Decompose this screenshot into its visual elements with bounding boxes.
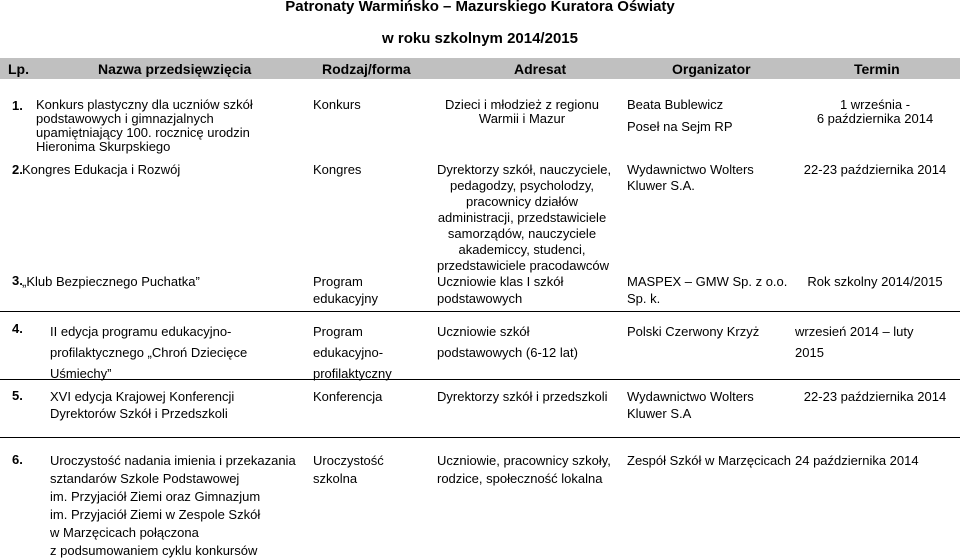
event-date-line: 1 września - xyxy=(839,97,911,112)
row-separator xyxy=(0,311,960,312)
event-name-line: Dyrektorów Szkół i Przedszkoli xyxy=(50,406,228,421)
event-audience-line: Uczniowie klas I szkół xyxy=(437,274,564,289)
event-audience xyxy=(437,273,563,307)
event-type-line: edukacyjny xyxy=(313,291,379,306)
event-name xyxy=(36,98,253,154)
event-date xyxy=(790,388,960,405)
row-number: 6. xyxy=(12,452,23,467)
event-name xyxy=(50,452,296,560)
event-name-line: z podsumowaniem cyklu konkursów xyxy=(50,543,258,558)
event-organizer-line: Kluwer S.A. xyxy=(627,178,695,193)
event-audience xyxy=(437,452,611,488)
event-audience-line: przedstawiciele pracodawców xyxy=(437,258,609,273)
document-title: Patronaty Warmińsko – Mazurskiego Kuratora Oświaty xyxy=(285,0,675,15)
event-organizer xyxy=(627,98,733,134)
event-date-line: 6 października 2014 xyxy=(816,111,934,126)
event-type-line: Kongres xyxy=(313,162,362,177)
row-separator xyxy=(0,437,960,438)
event-type xyxy=(313,452,384,488)
event-audience-line: podstawowych xyxy=(437,291,523,306)
event-type xyxy=(313,388,382,405)
event-audience xyxy=(437,388,608,405)
event-organizer-line: Zespół Szkół w Marzęcicach xyxy=(627,453,791,468)
event-audience-line: Uczniowie szkół xyxy=(437,324,530,339)
event-name-line: Uroczystość nadania imienia i przekazania xyxy=(50,453,296,468)
event-organizer xyxy=(627,321,759,342)
event-date-line: Rok szkolny 2014/2015 xyxy=(807,274,943,289)
event-organizer-line: Beata Bublewicz xyxy=(627,97,724,112)
header-name: Nazwa przedsięwzięcia xyxy=(98,61,252,77)
event-name xyxy=(22,162,180,178)
header-date: Termin xyxy=(854,61,900,77)
row-number: 4. xyxy=(12,321,23,336)
event-organizer xyxy=(627,452,791,470)
event-type-line: Program xyxy=(313,274,363,289)
event-audience-line: rodzice, społeczność lokalna xyxy=(437,471,603,486)
event-name-line: „Klub Bezpiecznego Puchatka” xyxy=(22,274,200,289)
event-audience xyxy=(437,321,578,363)
event-organizer-line: Polski Czerwony Krzyż xyxy=(627,324,760,339)
event-audience-line: akademiccy, studenci, xyxy=(458,242,586,257)
row-number: 5. xyxy=(12,388,23,403)
event-name-line: Uśmiechy” xyxy=(50,366,112,381)
event-organizer xyxy=(627,273,787,307)
header-audience: Adresat xyxy=(514,61,567,77)
event-name xyxy=(50,321,247,384)
event-type-line: edukacyjno- xyxy=(313,345,384,360)
event-date-line: 2015 xyxy=(795,345,824,360)
event-date-line: 24 października 2014 xyxy=(795,453,919,468)
event-type xyxy=(313,162,361,178)
event-name xyxy=(22,273,200,290)
document-subtitle: w roku szkolnym 2014/2015 xyxy=(382,30,578,47)
event-audience xyxy=(437,98,607,126)
event-organizer xyxy=(627,388,754,422)
event-type-line: Uroczystość xyxy=(313,453,384,468)
event-name-line: im. Przyjaciół Ziemi oraz Gimnazjum xyxy=(50,489,261,504)
event-date xyxy=(790,162,960,178)
event-name-line: Konkurs plastyczny dla uczniów szkół xyxy=(36,97,253,112)
event-type-line: szkolna xyxy=(313,471,358,486)
event-name-line: Kongres Edukacja i Rozwój xyxy=(22,162,181,177)
event-audience-line: Uczniowie, pracownicy szkoły, xyxy=(437,453,611,468)
event-organizer-line: Wydawnictwo Wolters xyxy=(627,389,754,404)
event-type xyxy=(313,321,392,384)
event-type-line: Program xyxy=(313,324,363,339)
event-date-line: 22-23 października 2014 xyxy=(803,162,947,177)
event-name-line: im. Przyjaciół Ziemi w Zespole Szkół xyxy=(50,507,261,522)
row-number: 2. xyxy=(12,162,23,177)
header-organizer: Organizator xyxy=(672,61,751,77)
event-name-line: sztandarów Szkole Podstawowej xyxy=(50,471,240,486)
event-organizer-line: Sp. k. xyxy=(627,291,661,306)
event-name-line: II edycja programu edukacyjno- xyxy=(50,324,232,339)
event-type-line: Konkurs xyxy=(313,97,361,112)
row-number: 1. xyxy=(12,98,23,113)
event-name-line: XVI edycja Krajowej Konferencji xyxy=(50,389,235,404)
event-type-line: Konferencja xyxy=(313,389,383,404)
event-name-line: Hieronima Skurpskiego xyxy=(36,139,171,154)
header-lp: Lp. xyxy=(8,61,29,77)
event-name xyxy=(50,388,234,422)
event-name-line: upamiętniający 100. rocznicę urodzin xyxy=(36,125,250,140)
event-organizer-line: Kluwer S.A xyxy=(627,406,692,421)
event-audience-line: Dyrektorzy szkół, nauczyciele, xyxy=(437,162,612,177)
event-date xyxy=(795,321,914,363)
event-audience-line: Warmii i Mazur xyxy=(478,111,566,126)
event-date-line: 22-23 października 2014 xyxy=(803,389,947,404)
event-audience-line: Dzieci i młodzież z regionu xyxy=(445,97,599,112)
event-audience-line: administracji, przedstawiciele xyxy=(437,210,607,225)
event-date xyxy=(795,452,919,470)
header-type: Rodzaj/forma xyxy=(322,61,411,77)
event-name-line: profilaktycznego „Chroń Dziecięce xyxy=(50,345,248,360)
event-organizer-line: MASPEX – GMW Sp. z o.o. xyxy=(627,274,788,289)
event-type xyxy=(313,273,378,307)
event-type xyxy=(313,98,361,112)
event-date-line: wrzesień 2014 – luty xyxy=(795,324,914,339)
event-audience xyxy=(437,162,612,274)
event-date xyxy=(790,98,960,126)
event-audience-line: samorządów, nauczyciele xyxy=(447,226,597,241)
event-organizer-line: Wydawnictwo Wolters xyxy=(627,162,754,177)
event-type-line: profilaktyczny xyxy=(313,366,392,381)
event-audience-line: podstawowych (6-12 lat) xyxy=(437,345,578,360)
event-name-line: w Marzęcicach połączona xyxy=(50,525,199,540)
event-date xyxy=(790,273,960,290)
event-audience-line: Dyrektorzy szkół i przedszkoli xyxy=(437,389,608,404)
event-organizer-line: Poseł na Sejm RP xyxy=(627,119,733,134)
event-audience-line: pedagodzy, psycholodzy, xyxy=(449,178,595,193)
event-audience-line: pracownicy działów xyxy=(466,194,578,209)
row-number: 3. xyxy=(12,273,23,288)
event-name-line: podstawowych i gimnazjalnych xyxy=(36,111,214,126)
event-organizer xyxy=(627,162,754,194)
